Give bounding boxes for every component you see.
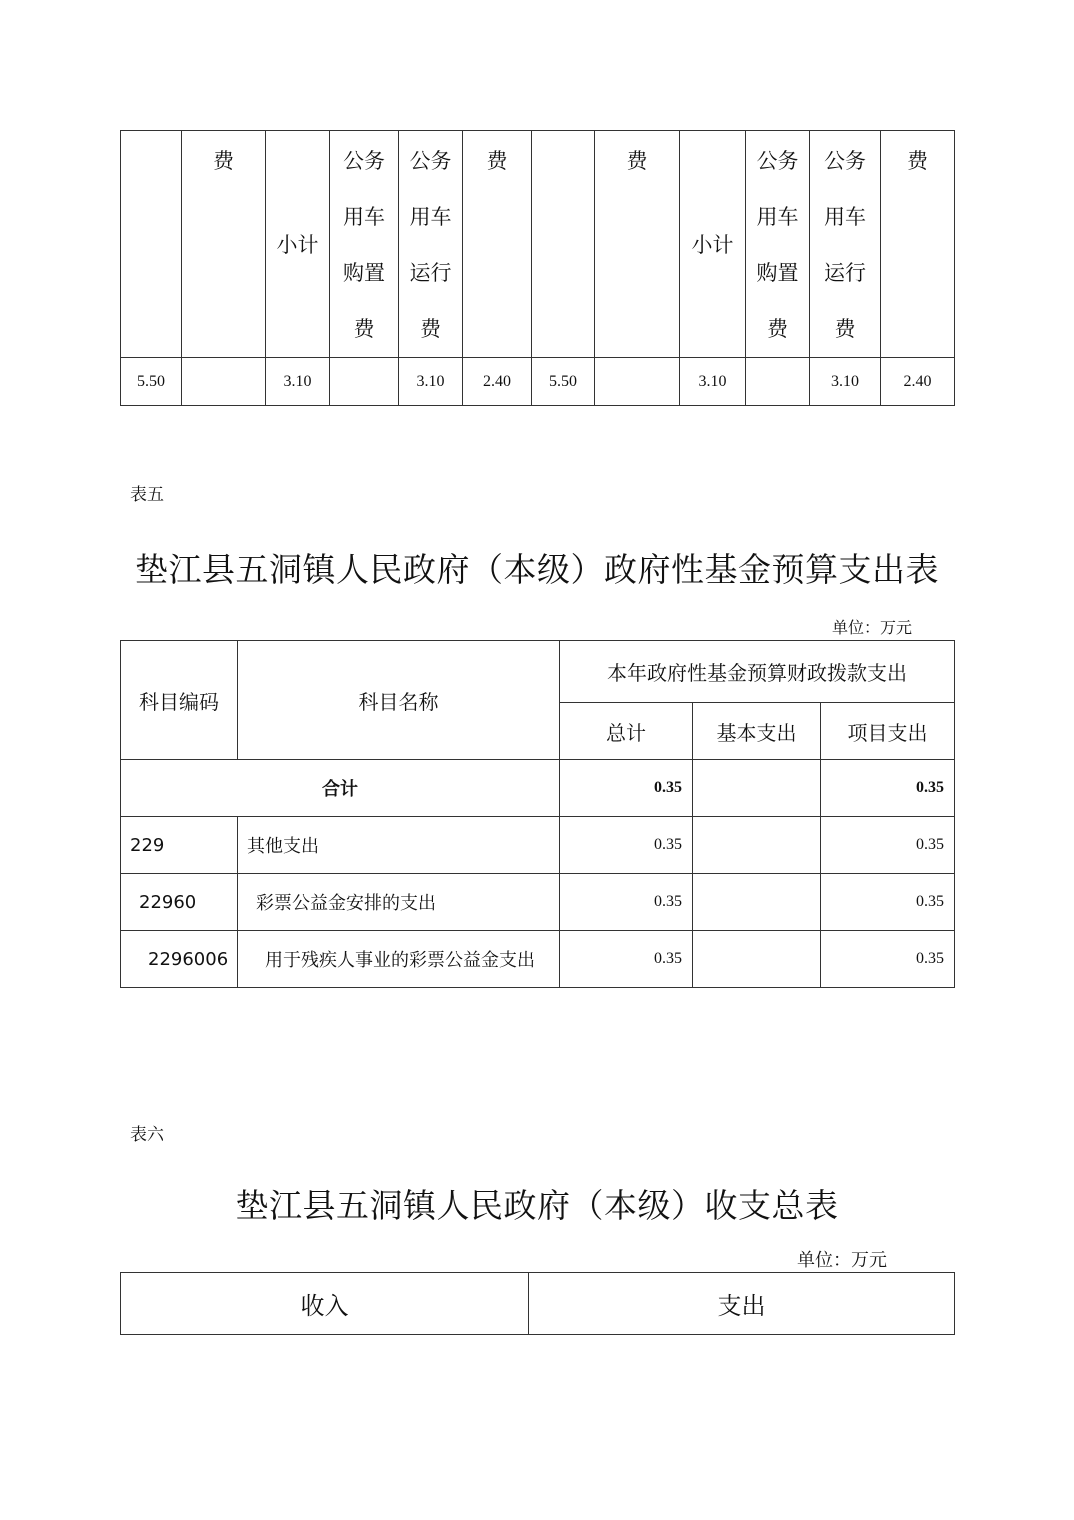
- value-cell: [182, 358, 266, 406]
- government-fund-expense-table: [120, 640, 955, 988]
- value-cell: 2.40: [463, 358, 532, 406]
- value-cell: 3.10: [399, 358, 463, 406]
- table-header-row: [121, 641, 955, 703]
- header-cell: 小计: [680, 131, 746, 358]
- header-cell: 公务用车购置费: [746, 131, 810, 358]
- table6-label: 表六: [130, 1125, 164, 1145]
- col-project-header: 项目支出: [821, 703, 955, 760]
- project-cell: 0.35: [821, 931, 955, 988]
- value-cell: 3.10: [680, 358, 746, 406]
- value-cell: 2.40: [881, 358, 955, 406]
- income-expense-summary-table: [120, 1272, 955, 1335]
- header-cell: [121, 131, 182, 358]
- table-header-row: [121, 1273, 955, 1335]
- continued-expense-table: [120, 130, 955, 406]
- header-cell: 公务用车运行费: [810, 131, 881, 358]
- total-row: [121, 760, 955, 817]
- name-cell: 彩票公益金安排的支出: [238, 874, 560, 931]
- value-cell: [746, 358, 810, 406]
- col-basic-header: 基本支出: [693, 703, 821, 760]
- total-cell: 0.35: [560, 817, 693, 874]
- value-cell: 5.50: [121, 358, 182, 406]
- table6-title: 垫江县五洞镇人民政府（本级）收支总表: [235, 1186, 839, 1225]
- name-cell: 用于残疾人事业的彩票公益金支出: [238, 931, 560, 988]
- total-label: 合计: [121, 760, 560, 817]
- code-cell: 22960: [121, 874, 238, 931]
- value-cell: 5.50: [532, 358, 595, 406]
- table-row: [121, 817, 955, 874]
- table-row: [121, 358, 955, 406]
- group-header: 本年政府性基金预算财政拨款支出: [560, 641, 955, 703]
- col-total-header: 总计: [560, 703, 693, 760]
- name-cell: 其他支出: [238, 817, 560, 874]
- table5-unit: 单位：万元: [832, 620, 913, 637]
- value-cell: 3.10: [810, 358, 881, 406]
- value-cell: [595, 358, 680, 406]
- project-cell: 0.35: [821, 817, 955, 874]
- col-name-header: 科目名称: [238, 641, 560, 760]
- header-cell: 费: [463, 131, 532, 358]
- value-cell: 3.10: [266, 358, 330, 406]
- table5-title: 垫江县五洞镇人民政府（本级）政府性基金预算支出表: [135, 550, 939, 589]
- table-row: [121, 874, 955, 931]
- basic-cell: [693, 874, 821, 931]
- code-cell: 229: [121, 817, 238, 874]
- table6-unit: 单位：万元: [797, 1250, 887, 1270]
- basic-cell: [693, 931, 821, 988]
- value-cell: [330, 358, 399, 406]
- total-value: 0.35: [560, 760, 693, 817]
- basic-cell: [693, 817, 821, 874]
- header-cell: 公务用车运行费: [399, 131, 463, 358]
- header-cell: 费: [182, 131, 266, 358]
- col-code-header: 科目编码: [121, 641, 238, 760]
- header-cell: 小计: [266, 131, 330, 358]
- total-project: 0.35: [821, 760, 955, 817]
- total-basic: [693, 760, 821, 817]
- col-income-header: 收入: [121, 1273, 529, 1335]
- table-header-row: [121, 131, 955, 358]
- table5-label: 表五: [130, 485, 164, 505]
- col-expense-header: 支出: [529, 1273, 955, 1335]
- header-cell: 公务用车购置费: [330, 131, 399, 358]
- total-cell: 0.35: [560, 931, 693, 988]
- header-cell: 费: [595, 131, 680, 358]
- header-cell: [532, 131, 595, 358]
- table-row: [121, 931, 955, 988]
- project-cell: 0.35: [821, 874, 955, 931]
- code-cell: 2296006: [121, 931, 238, 988]
- total-cell: 0.35: [560, 874, 693, 931]
- header-cell: 费: [881, 131, 955, 358]
